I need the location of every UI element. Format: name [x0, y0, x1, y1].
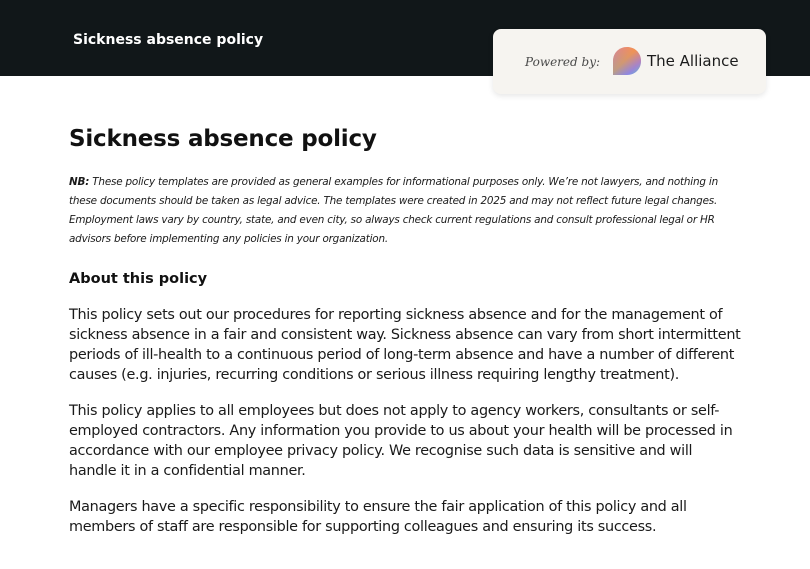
disclaimer-text: These policy templates are provided as general examples for informational purposes only. We’re not lawyers, and nothing in these documents should be taken as legal advice. The templates were created in 2025 and may not reflect future legal changes. Employment laws vary by country, state, and even city, so always check current regulations and consult professional legal or HR advisors before implementing any policies in your organization. [69, 176, 718, 245]
paragraph: This policy applies to all employees but does not apply to agency workers, consultants or self-employed contractors. Any information you provide to us about your health will be processed in accordance with our employee privacy policy. We recognise such data is sensitive and will handle it in a confidential manner. [69, 403, 733, 479]
top-bar [0, 0, 810, 76]
disclaimer-prefix: NB: [69, 176, 90, 188]
brand-name: The Alliance [647, 52, 739, 70]
header-title: Sickness absence policy [73, 32, 264, 48]
disclaimer [69, 173, 741, 249]
section-heading-about: About this policy [69, 271, 208, 287]
page-title: Sickness absence policy [69, 126, 377, 152]
powered-by-badge[interactable] [493, 29, 766, 94]
paragraph: Managers have a specific responsibility to ensure the fair application of this policy and all members of staff are responsible for supporting colleagues and ensuring its success. [69, 499, 687, 535]
document-body [69, 122, 741, 537]
paragraph: This policy sets out our procedures for reporting sickness absence and for the management of sickness absence in a fair and consistent way. Sickness absence can vary from short intermittent periods of ill-health to a continuous period of long-term absence and have a number of different causes (e.g. injuries, recurring conditions or serious illness requiring lengthy treatment). [69, 307, 741, 383]
powered-by-label: Powered by: [525, 55, 601, 69]
alliance-logo-icon [612, 46, 642, 76]
